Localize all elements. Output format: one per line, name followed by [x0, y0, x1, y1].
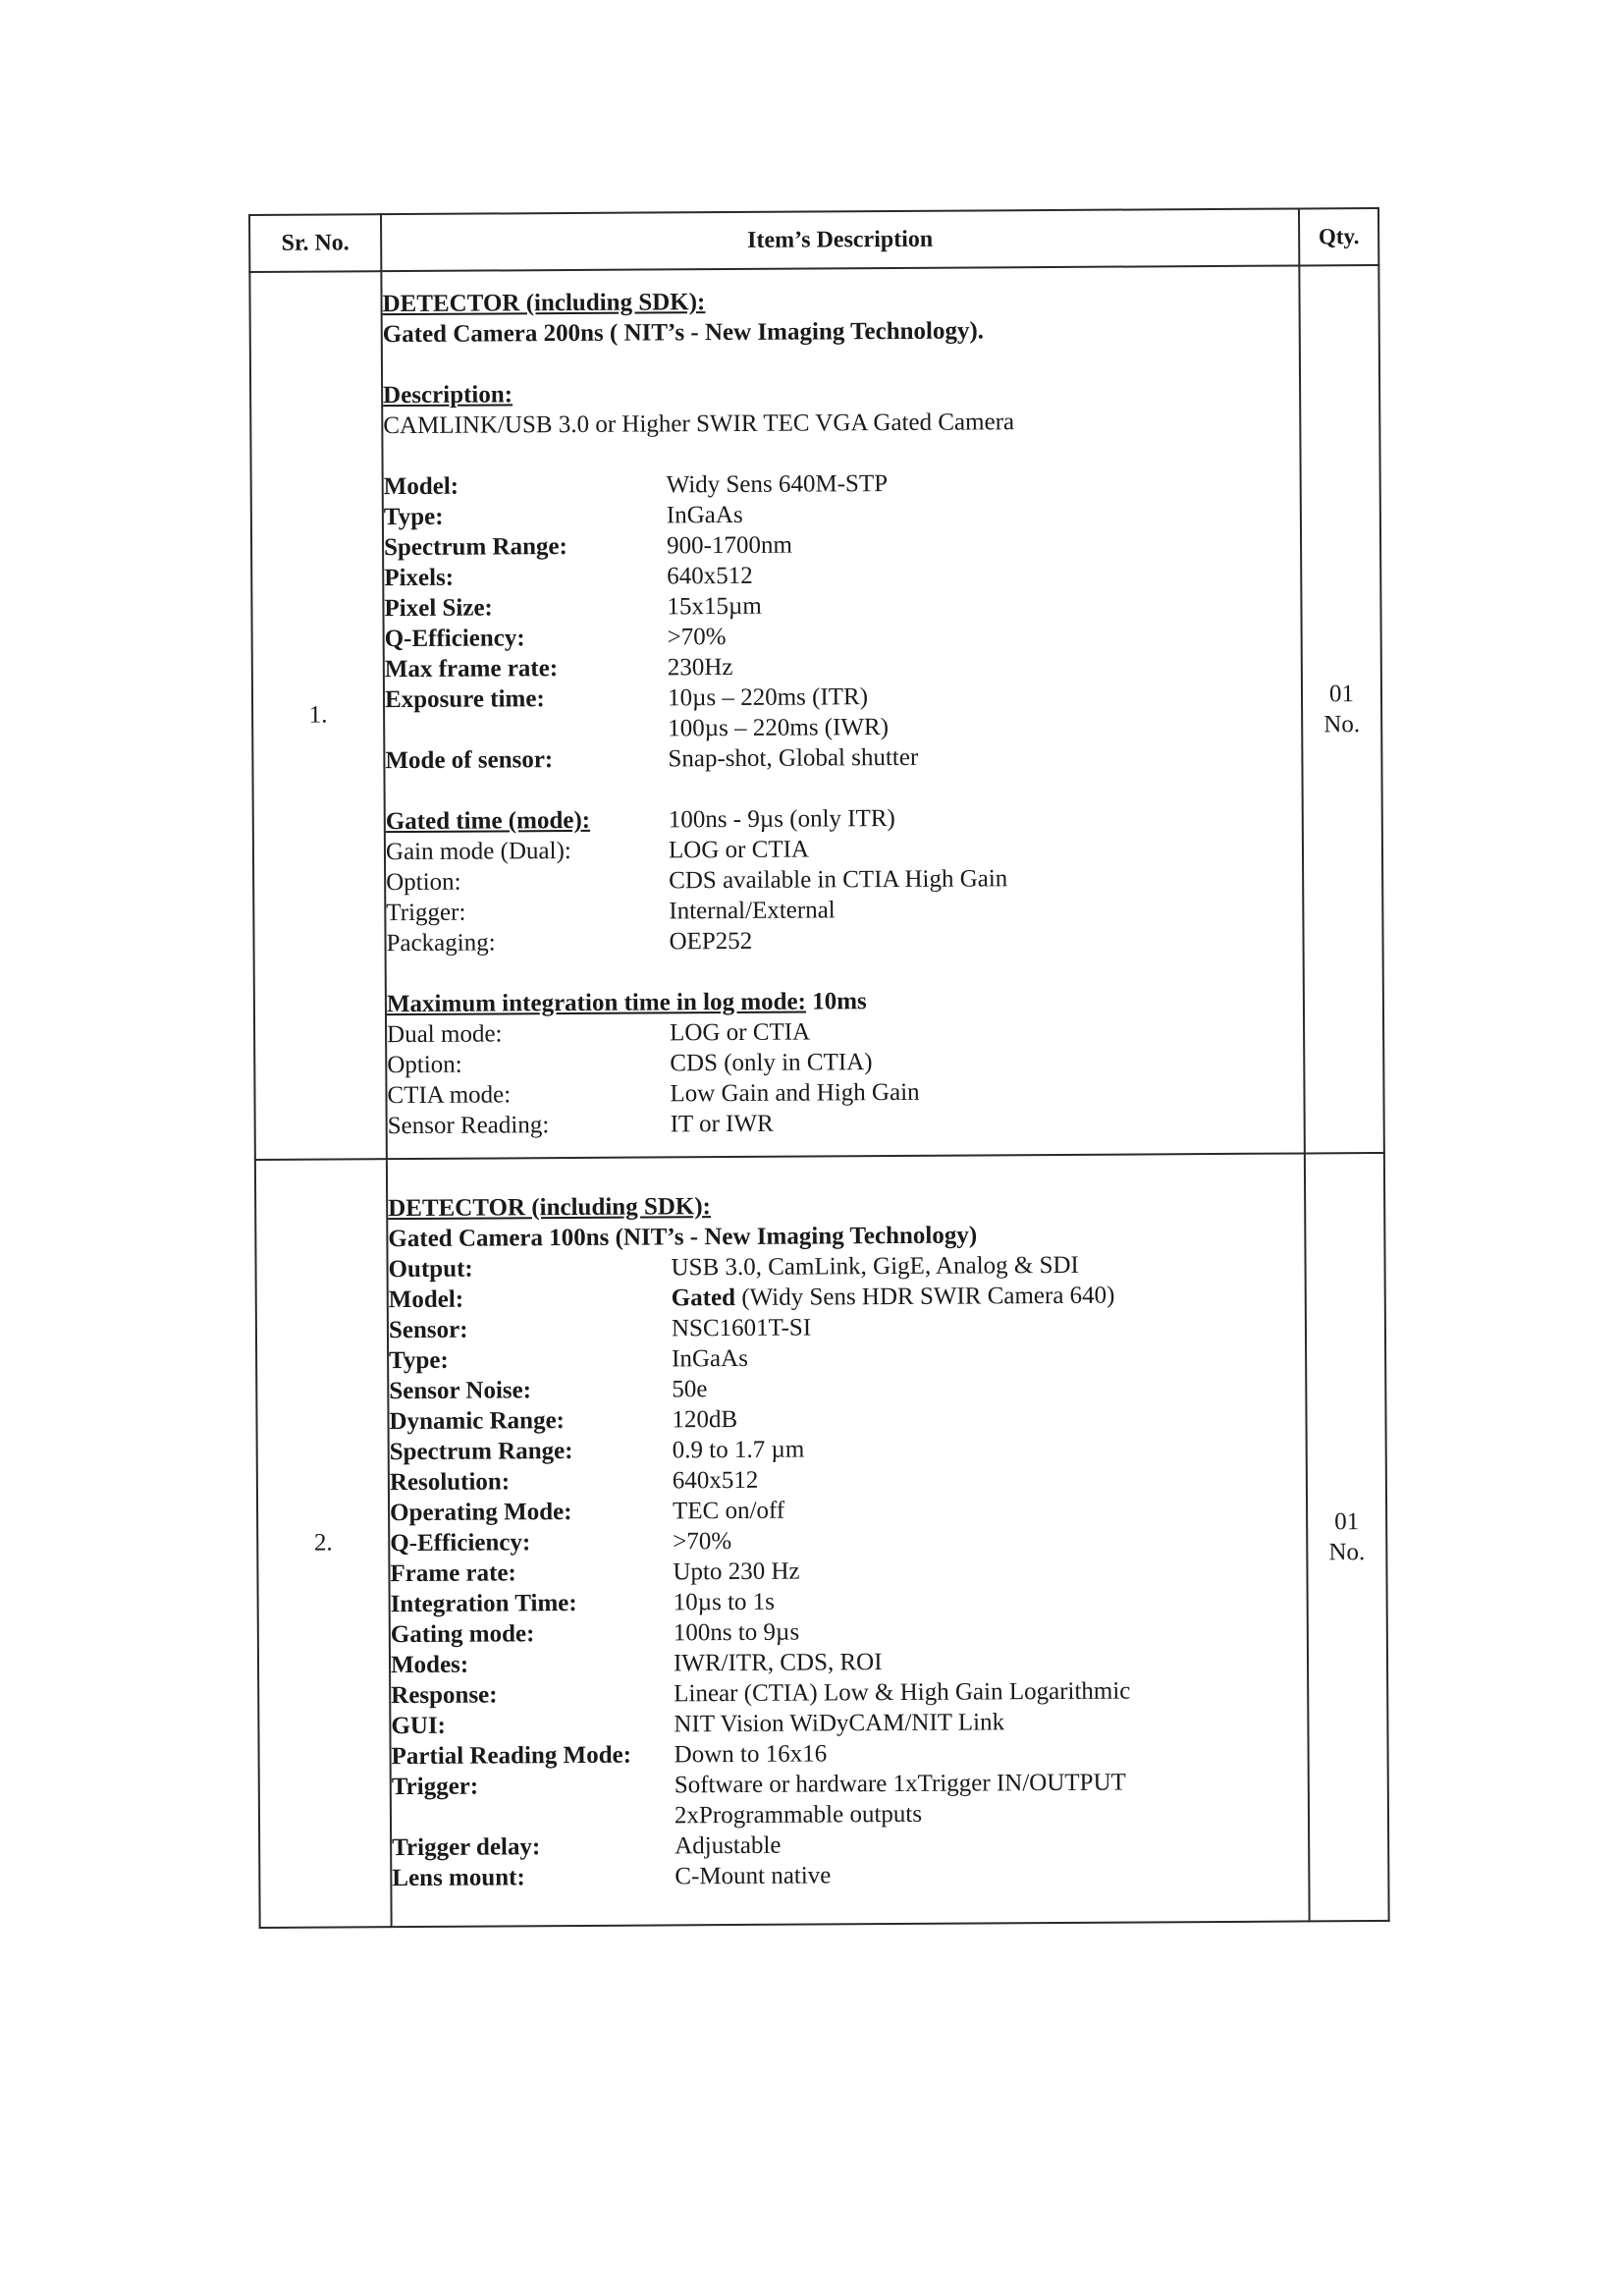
table-row — [255, 1153, 1389, 1928]
spec-value-line: InGaAs — [666, 501, 743, 529]
spec-label: Mode of sensor: — [385, 746, 554, 775]
spec-value-line: NIT Vision WiDyCAM/NIT Link — [674, 1708, 1005, 1737]
quantity-unit: No. — [1328, 1539, 1366, 1566]
spec-value-line: Adjustable — [675, 1831, 782, 1859]
spec-value-line: 10µs – 220ms (ITR) — [667, 683, 869, 712]
spec-label: Frame rate: — [390, 1558, 516, 1587]
spec-value-line: CDS (only in CTIA) — [670, 1049, 873, 1077]
spec-label: Sensor: — [388, 1316, 468, 1343]
spec-value — [673, 1461, 1306, 1496]
spec-label: Max frame rate: — [384, 655, 559, 683]
spec-label: Output: — [388, 1255, 473, 1283]
spec-value-line: NSC1601T-SI — [671, 1314, 812, 1341]
item-heading: DETECTOR (including SDK): — [388, 1192, 712, 1222]
spec-value — [673, 1553, 1306, 1587]
spec-list — [384, 465, 1302, 776]
spec-value-line: 15x15µm — [667, 592, 762, 621]
spec-row — [388, 1105, 1304, 1141]
spec-row — [385, 679, 1301, 745]
spec-label: Pixel Size: — [384, 594, 493, 623]
spec-value-line: 50e — [672, 1375, 708, 1402]
spec-value — [667, 587, 1300, 622]
gated-time-value: 100ns - 9µs (only ITR) — [668, 804, 895, 834]
spec-label: Resolution: — [389, 1467, 511, 1496]
spec-value-line: TEC on/off — [672, 1497, 785, 1524]
spec-value — [674, 1735, 1307, 1770]
spec-label: GUI: — [391, 1712, 447, 1739]
spec-value-line: 900-1700nm — [666, 531, 792, 560]
spec-label: Spectrum Range: — [389, 1437, 573, 1465]
spec-value-line: Down to 16x16 — [674, 1739, 828, 1768]
spec-label: Type: — [389, 1346, 449, 1374]
spec-value-line: >70% — [673, 1527, 732, 1555]
spec-label: Response: — [391, 1680, 498, 1709]
description-text: CAMLINK/USB 3.0 or Higher SWIR TEC VGA Gated Camera — [383, 409, 1015, 440]
spec-value-line: InGaAs — [672, 1344, 748, 1372]
spec-value — [674, 1674, 1307, 1709]
spec-value — [671, 1248, 1304, 1283]
spec-value-line: LOG or CTIA — [668, 836, 810, 864]
spec-label: Sensor Noise: — [389, 1376, 532, 1404]
spec-value-line: 640x512 — [667, 562, 753, 590]
spec-label: Option: — [386, 868, 461, 897]
item-description — [387, 1153, 1310, 1927]
spec-label: Q-Efficiency: — [390, 1528, 531, 1557]
spec-label: Exposure time: — [384, 685, 545, 714]
spec-value — [675, 1857, 1308, 1891]
spec-value-line: 0.9 to 1.7 µm — [672, 1436, 805, 1463]
spec-value-line: >70% — [667, 624, 727, 651]
spec-label: Type: — [383, 503, 444, 531]
spec-value — [667, 557, 1300, 591]
spec-label: Dynamic Range: — [389, 1406, 566, 1435]
spec-label: Operating Mode: — [389, 1498, 572, 1526]
spec-value — [675, 1827, 1308, 1861]
serial-number: 1. — [249, 271, 387, 1160]
spec-row — [386, 922, 1302, 958]
spec-value — [670, 1074, 1303, 1109]
spec-value-line: 230Hz — [667, 653, 733, 682]
log-mode-spec-list — [387, 1013, 1304, 1141]
spec-label: Gating mode: — [390, 1619, 535, 1648]
spec-value — [674, 1583, 1307, 1617]
spec-value — [668, 739, 1301, 774]
spec-value-line: Internal/External — [669, 897, 836, 925]
quantity — [1299, 265, 1384, 1153]
max-integration-value: 10ms — [812, 988, 867, 1015]
gated-time-label: Gated time (mode): — [385, 806, 591, 836]
spec-value — [672, 1370, 1305, 1404]
spec-row — [385, 739, 1301, 776]
spec-value — [673, 1431, 1306, 1465]
spec-label: Model: — [388, 1285, 464, 1313]
serial-number: 2. — [255, 1159, 392, 1928]
spec-value-line: 640x512 — [672, 1466, 759, 1494]
spec-value-line: 100µs – 220ms (IWR) — [668, 714, 890, 742]
spec-value-line: Widy Sens 640M-STP — [666, 470, 889, 499]
spec-row — [392, 1766, 1308, 1832]
spec-value — [669, 861, 1302, 896]
spec-value-line: Linear (CTIA) Low & High Gain Logarithmic — [674, 1677, 1131, 1707]
spec-value-line: Snap-shot, Global shutter — [668, 743, 919, 773]
spec-value-line: IWR/ITR, CDS, ROI — [673, 1648, 883, 1676]
spec-label: Partial Reading Mode: — [391, 1741, 632, 1770]
spec-value-line: Low Gain and High Gain — [670, 1078, 920, 1108]
spec-label: Dual mode: — [387, 1020, 503, 1049]
spec-value — [668, 648, 1301, 683]
spec-label: Gain mode (Dual): — [385, 838, 571, 866]
table-row — [249, 265, 1384, 1160]
spec-value — [669, 922, 1302, 957]
spec-value — [667, 526, 1300, 561]
spec-value-line: Software or hardware 1xTrigger IN/OUTPUT — [674, 1769, 1126, 1798]
spec-label: Model: — [383, 472, 459, 501]
spec-value — [672, 1279, 1305, 1313]
spec-value-line: IT or IWR — [670, 1110, 774, 1138]
spec-value-line: CDS available in CTIA High Gain — [669, 865, 1008, 895]
quantity-value: 01 — [1334, 1508, 1360, 1536]
spec-label: Pixels: — [384, 564, 455, 592]
spec-value-line: LOG or CTIA — [670, 1018, 811, 1047]
spec-label: Modes: — [390, 1651, 469, 1678]
qty-header: Qty. — [1299, 208, 1378, 265]
spec-value — [669, 892, 1302, 926]
spec-value — [667, 465, 1300, 500]
spec-row — [392, 1857, 1308, 1893]
spec-label: Lens mount: — [392, 1863, 525, 1891]
spec-label: Integration Time: — [390, 1589, 577, 1617]
spec-value — [667, 496, 1300, 530]
item-subtitle: Gated Camera 200ns ( NIT’s - New Imaging Technology). — [382, 317, 985, 349]
spec-value-line: OEP252 — [669, 927, 753, 956]
sr-no-header: Sr. No. — [249, 214, 381, 272]
spec-value — [668, 618, 1301, 652]
spec-value — [674, 1705, 1307, 1739]
spec-label: Trigger: — [391, 1773, 479, 1800]
spec-value — [672, 1309, 1305, 1343]
spec-value — [669, 831, 1302, 865]
description-label: Description: — [383, 381, 513, 410]
spec-label: Packaging: — [386, 929, 496, 957]
spec-label: Trigger delay: — [392, 1832, 541, 1861]
spec-label: Trigger: — [386, 899, 466, 927]
spec-value — [670, 1044, 1303, 1078]
spec-value — [672, 1400, 1305, 1435]
specification-table — [248, 207, 1390, 1929]
max-integration-label: Maximum integration time in log mode: — [386, 988, 807, 1018]
spec-list — [388, 1248, 1308, 1893]
spec-value-line: 120dB — [672, 1405, 738, 1433]
spec-value-line: 2xProgrammable outputs — [674, 1800, 923, 1829]
spec-value — [670, 1013, 1303, 1048]
spec-label: Sensor Reading: — [387, 1112, 550, 1140]
spec-label: Q-Efficiency: — [384, 625, 525, 653]
spec-value-line: C-Mount native — [675, 1861, 832, 1889]
header-row — [249, 208, 1378, 272]
spec-value-text: (Widy Sens HDR SWIR Camera 640) — [734, 1282, 1115, 1311]
spec-value-line: 10µs to 1s — [673, 1588, 776, 1615]
spec-value-line: Upto 230 Hz — [673, 1558, 800, 1585]
quantity-value: 01 — [1328, 681, 1355, 708]
item-heading: DETECTOR (including SDK): — [382, 289, 706, 318]
quantity-unit: No. — [1323, 711, 1361, 738]
spec-label: Spectrum Range: — [383, 533, 567, 562]
description-header: Item’s Description — [381, 208, 1299, 271]
spec-label: CTIA mode: — [387, 1081, 512, 1110]
spec-label: Option: — [387, 1051, 462, 1079]
item-description — [381, 265, 1305, 1159]
spec-value — [674, 1613, 1307, 1648]
spec-value — [668, 679, 1301, 743]
spec-value — [675, 1766, 1308, 1831]
spec-value — [671, 1105, 1304, 1139]
spec-value-line: USB 3.0, CamLink, GigE, Analog & SDI — [671, 1251, 1079, 1281]
quantity — [1305, 1153, 1389, 1921]
spec-value — [673, 1522, 1306, 1557]
spec-value-emphasis: Gated — [671, 1284, 736, 1311]
spec-value — [672, 1339, 1305, 1374]
spec-value-line: 100ns to 9µs — [673, 1618, 800, 1646]
spec-value — [673, 1492, 1306, 1526]
gated-spec-list — [386, 831, 1303, 958]
spec-value — [674, 1644, 1307, 1678]
item-subtitle: Gated Camera 100ns (NIT’s - New Imaging Technology) — [388, 1221, 978, 1252]
